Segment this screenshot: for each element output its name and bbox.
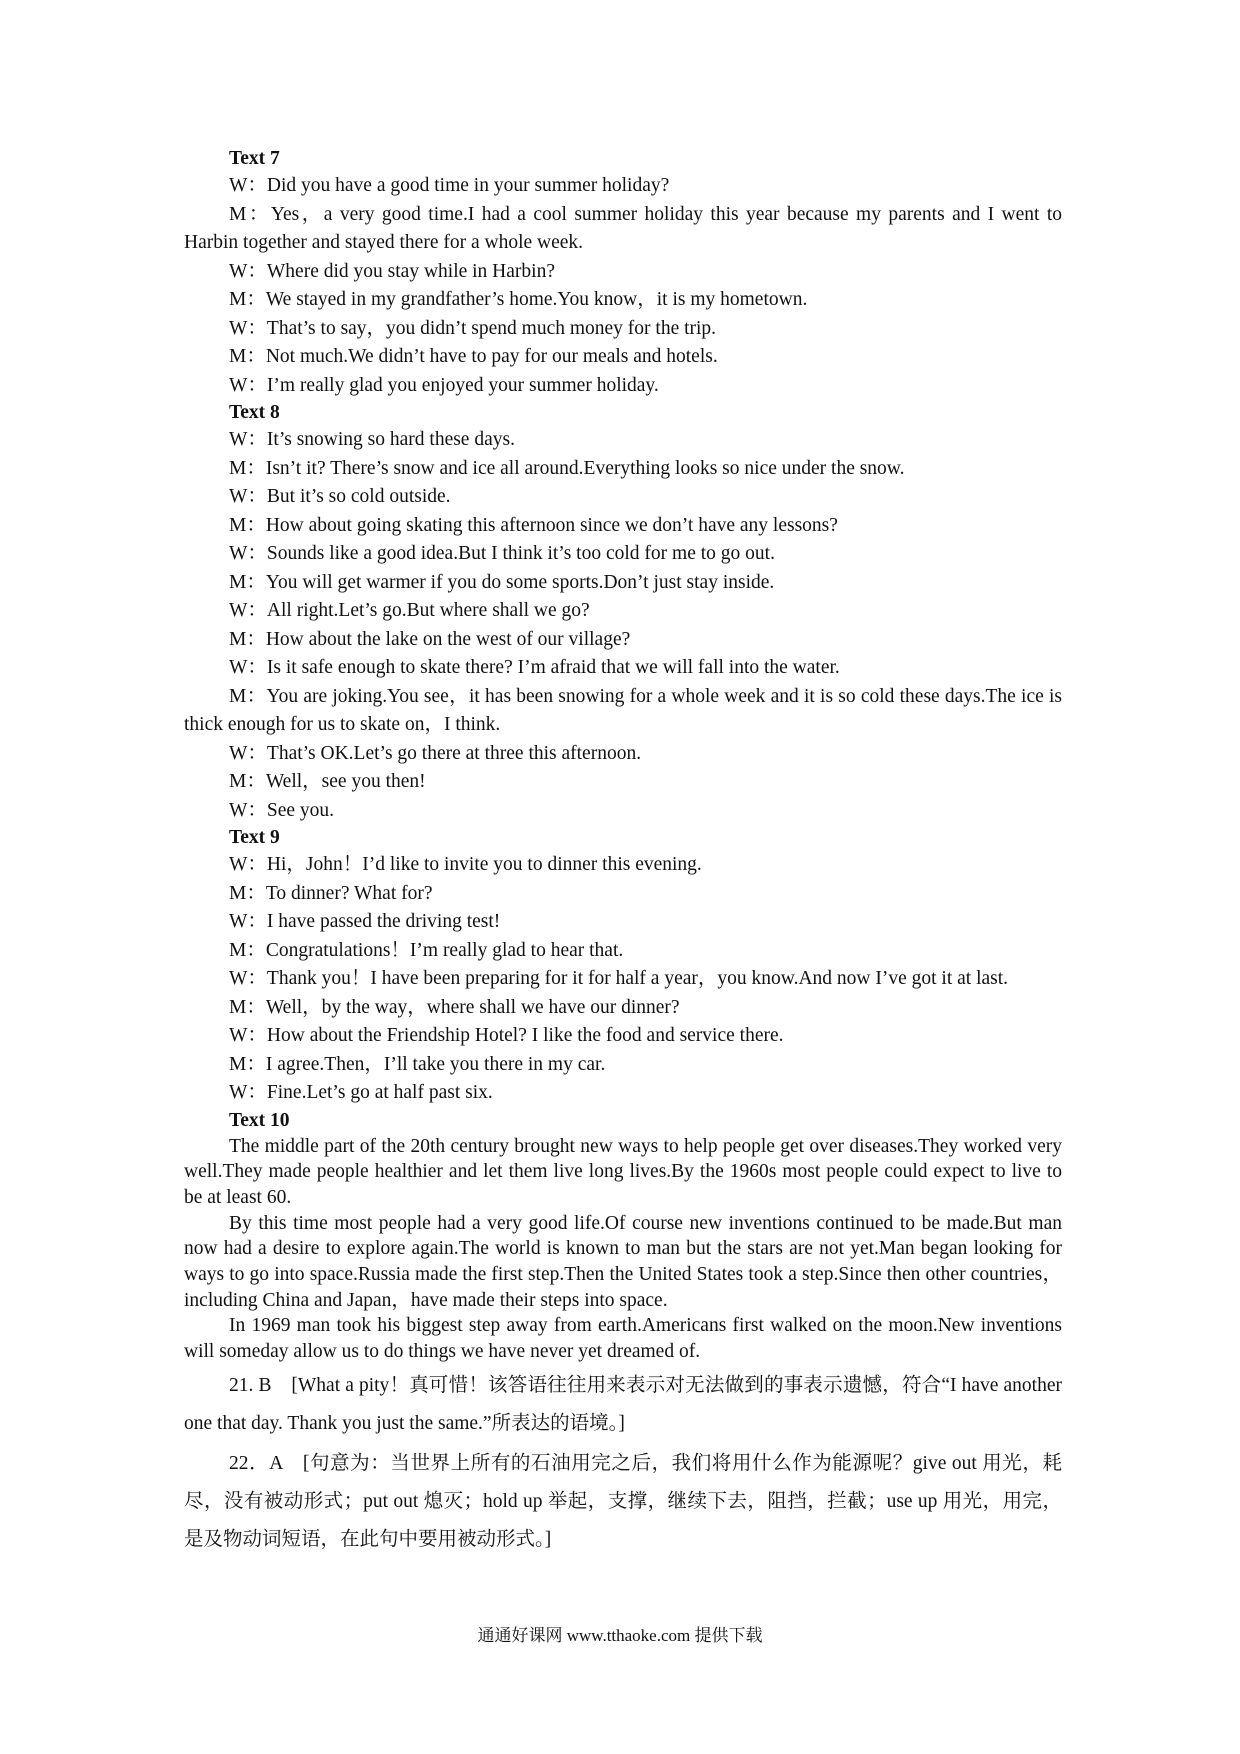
document-body	[184, 146, 1062, 1559]
dialogue-line: M：Well，by the way，where shall we have our dinner?	[229, 996, 680, 1018]
dialogue-line: M：You are joking.You see，it has been snowing for a whole week and it is so cold these days.The ice is thick enough for us to skate on，I think.	[184, 685, 1062, 735]
dialogue-line: W：Is it safe enough to skate there? I’m afraid that we will fall into the water.	[229, 657, 840, 678]
section-heading: Text 8	[229, 402, 280, 423]
dialogue-line: M：How about the lake on the west of our village?	[229, 628, 631, 650]
dialogue-line: M：Yes，a very good time.I had a cool summer holiday this year because my parents and I went to Harbin together and stayed there for a whole week.	[184, 203, 1062, 253]
dialogue-line: M：We stayed in my grandfather’s home.You know，it is my hometown.	[229, 289, 808, 310]
section-heading: Text 10	[229, 1109, 290, 1131]
dialogue-line: W：It’s snowing so hard these days.	[229, 429, 515, 450]
dialogue-line: W：How about the Friendship Hotel? I like the food and service there.	[229, 1025, 784, 1046]
dialogue-line: M：I agree.Then，I’ll take you there in my car.	[229, 1053, 606, 1075]
dialogue-line: W：But it’s so cold outside.	[229, 486, 451, 507]
dialogue-line: W：All right.Let’s go.But where shall we go?	[229, 600, 590, 621]
dialogue-line: M：How about going skating this afternoon since we don’t have any lessons?	[229, 514, 838, 536]
dialogue-line: W：See you.	[229, 799, 335, 821]
dialogue-line: W：Sounds like a good idea.But I think it’s too cold for me to go out.	[229, 543, 775, 564]
dialogue-line: M：Congratulations！I’m really glad to hear that.	[229, 939, 624, 961]
dialogue-line: W：Did you have a good time in your summer holiday?	[229, 175, 670, 196]
section-heading: Text 9	[229, 827, 280, 848]
text-9-section	[184, 825, 1062, 1108]
dialogue-line: W：I have passed the driving test!	[229, 911, 501, 932]
page-footer: 通通好课网 www.tthaoke.com 提供下载	[477, 1626, 763, 1645]
dialogue-line: W：Thank you！I have been preparing for it for half a year，you know.And now I’ve got it at last.	[229, 968, 1009, 989]
passage-paragraph: By this time most people had a very good life.Of course new inventions continued to be made.But man now had a desire to explore again.The world is known to man but the stars are not yet.Man began looking for ways to go into space.Russia made the first step.Then the United States took a step.Since then other countries，including China and Japan，have made their steps into space.	[184, 1212, 1062, 1311]
dialogue-line: W：That’s to say，you didn’t spend much money for the trip.	[229, 317, 717, 339]
dialogue-line: W：Fine.Let’s go at half past six.	[229, 1082, 493, 1103]
dialogue-line: M：Isn’t it? There’s snow and ice all around.Everything looks so nice under the snow.	[229, 457, 905, 479]
answer-explanation: 21. B [What a pity！真可惜！该答语往往用来表示对无法做到的事表示遗憾，符合“I have another one that day. Thank you just the same.”所表达的语境。]	[184, 1374, 1062, 1434]
passage-paragraph: The middle part of the 20th century brought new ways to help people get over diseases.They worked very well.They made people healthier and let them live long lives.By the 1960s most people could expect to live to be at least 60.	[184, 1135, 1062, 1208]
text-10-section	[184, 1108, 1062, 1365]
dialogue-line: W：That’s OK.Let’s go there at three this afternoon.	[229, 742, 642, 764]
dialogue-line: W：I’m really glad you enjoyed your summer holiday.	[229, 374, 659, 396]
dialogue-line: M：To dinner? What for?	[229, 882, 433, 904]
answer-explanation: 22．A [句意为：当世界上所有的石油用完之后，我们将用什么作为能源呢？give out 用光，耗尽，没有被动形式；put out 熄灭；hold up 举起，支撑，继续下去，阻挡，拦截；use up 用光，用完，是及物动词短语，在此句中要用被动形式。]	[184, 1452, 1062, 1550]
passage-paragraph: In 1969 man took his biggest step away from earth.Americans first walked on the moon.New inventions will someday allow us to do things we have never yet dreamed of.	[184, 1315, 1062, 1363]
section-heading: Text 7	[229, 148, 280, 169]
answer-explanations	[184, 1367, 1062, 1559]
dialogue-line: W：Where did you stay while in Harbin?	[229, 260, 555, 282]
text-8-section	[184, 400, 1062, 825]
dialogue-line: M：You will get warmer if you do some sports.Don’t just stay inside.	[229, 571, 775, 593]
dialogue-line: W：Hi，John！I’d like to invite you to dinner this evening.	[229, 854, 702, 875]
dialogue-line: M：Well，see you then!	[229, 771, 426, 792]
text-7-section	[184, 146, 1062, 400]
dialogue-line: M：Not much.We didn’t have to pay for our meals and hotels.	[229, 346, 718, 367]
